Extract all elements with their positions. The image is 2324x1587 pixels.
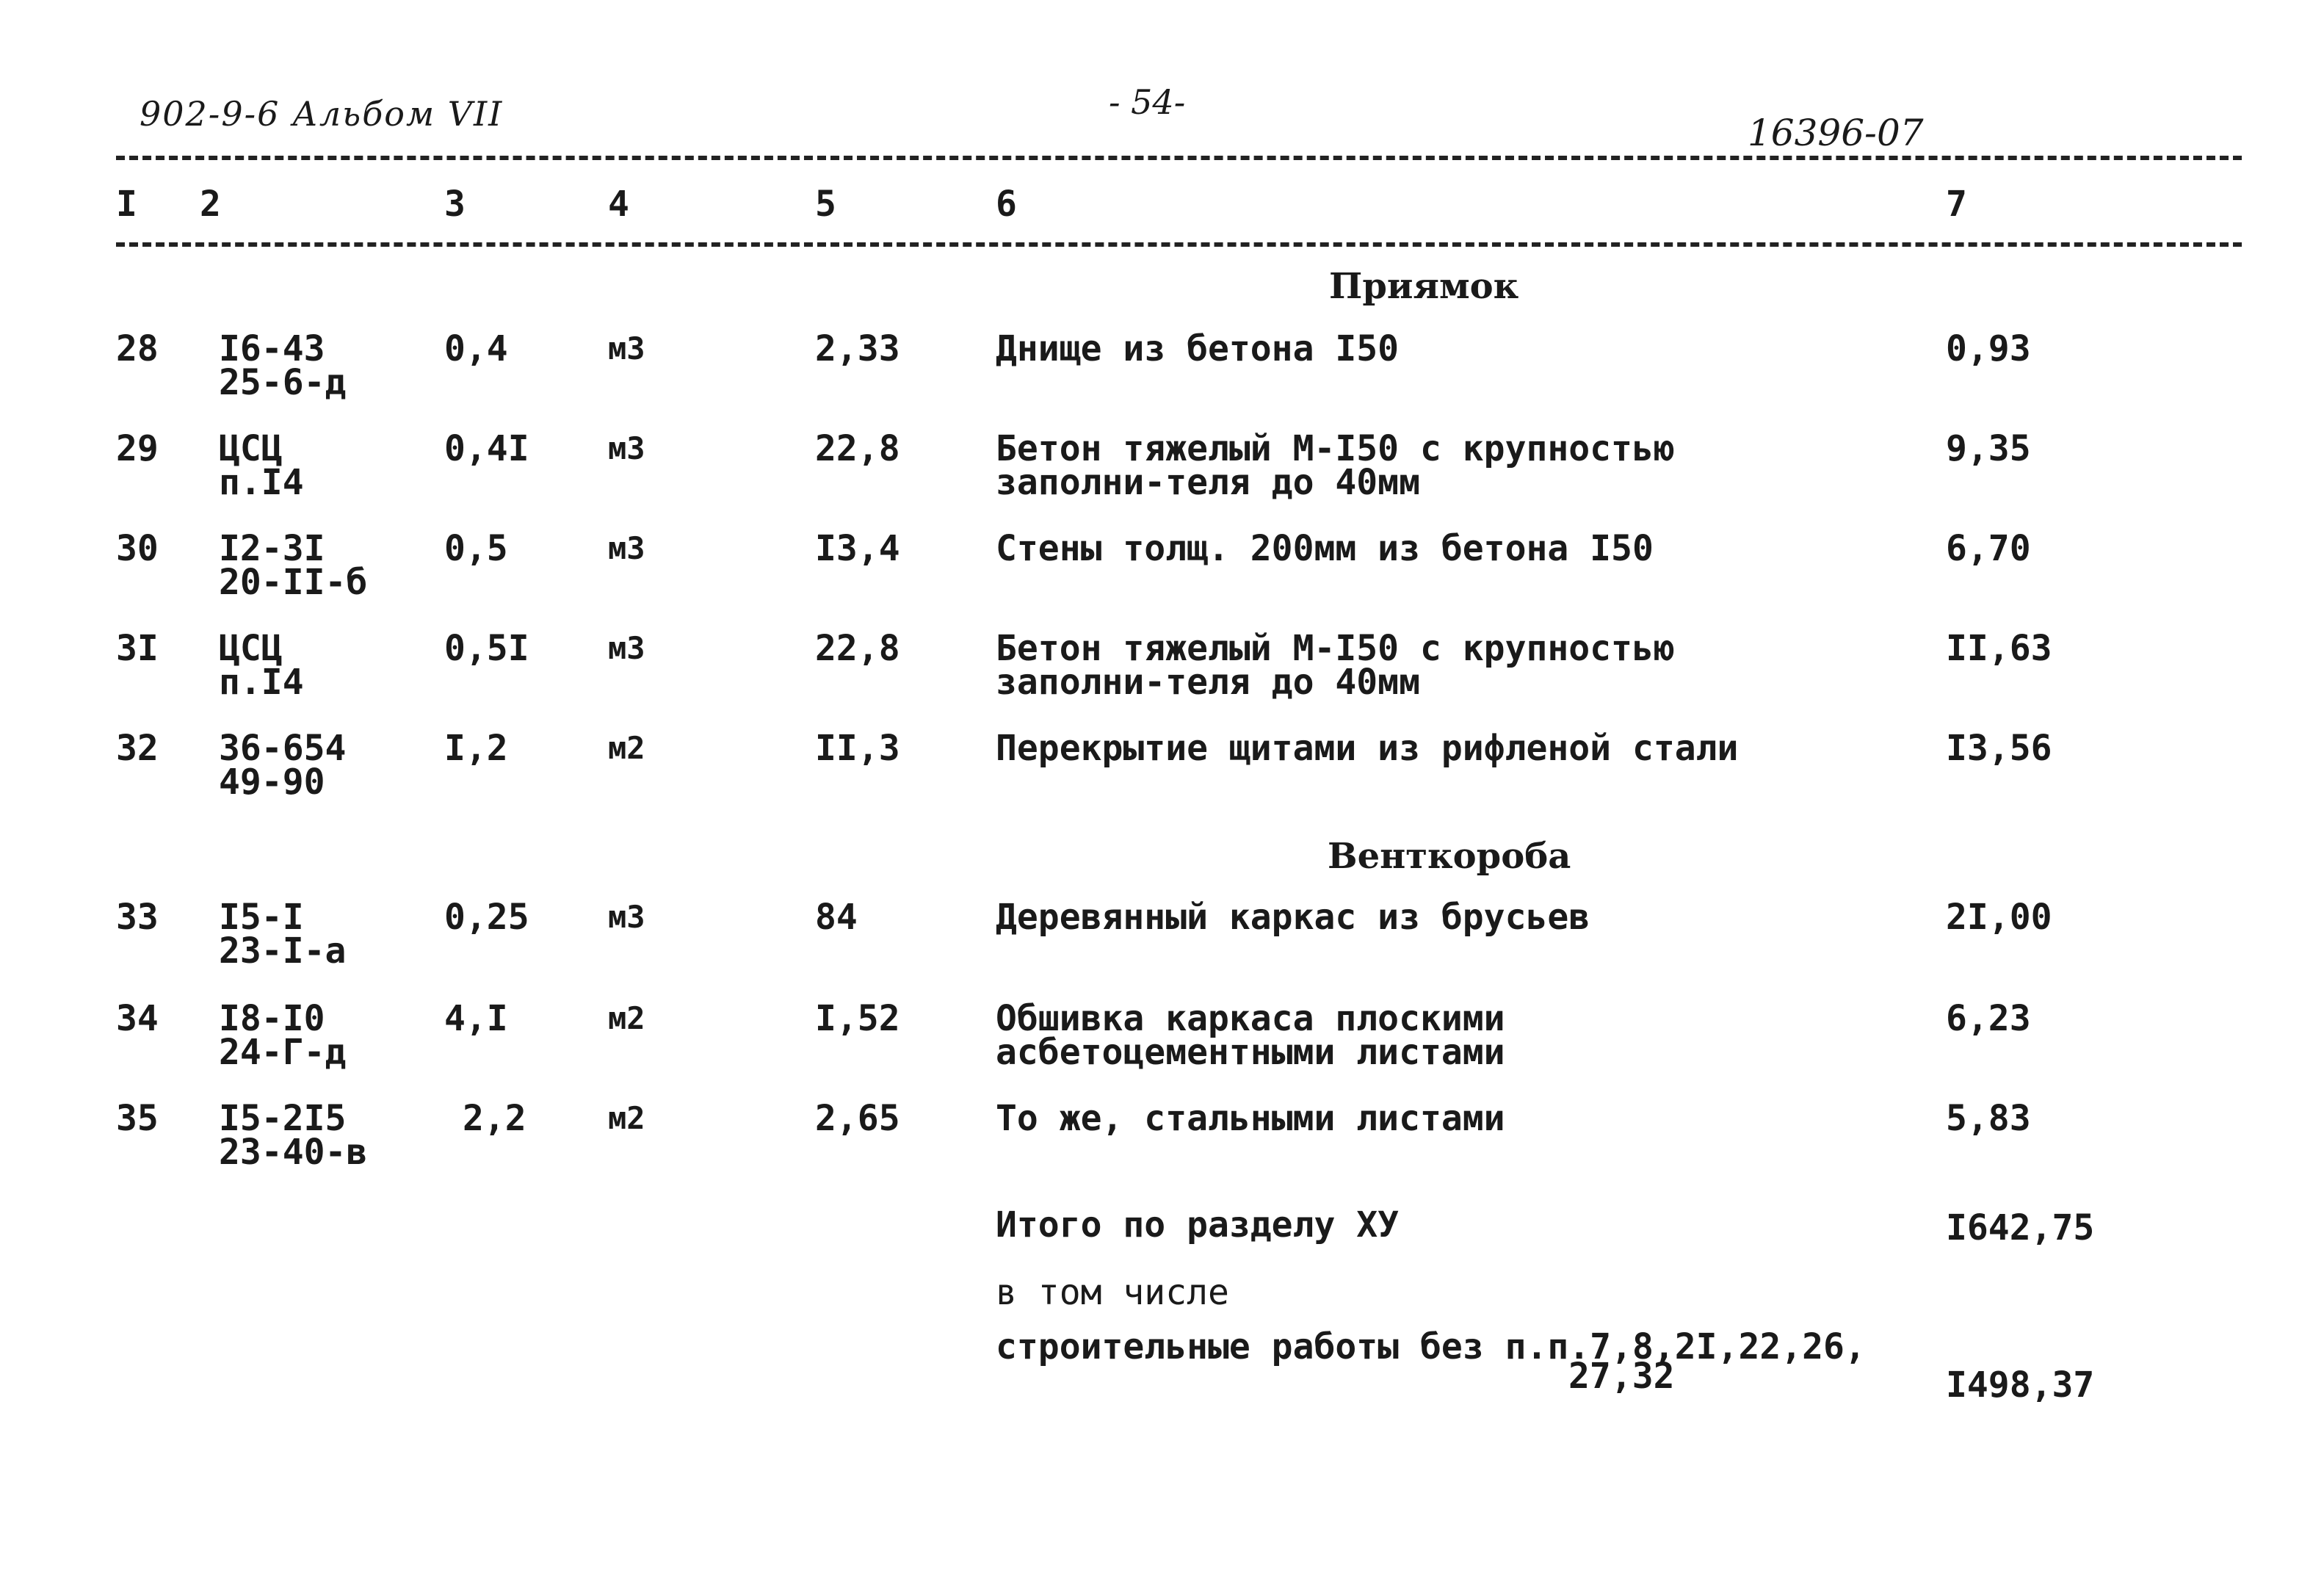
- column-number: 7: [1946, 184, 1967, 225]
- cost: 6,70: [1946, 528, 2031, 569]
- unit: м3: [608, 899, 645, 935]
- column-number: 5: [815, 184, 836, 225]
- norm-code: 36-654 49-90: [219, 728, 347, 803]
- norm-code: ЦСЦ п.I4: [219, 428, 304, 503]
- section-total-label: Итого по разделу ХУ: [996, 1204, 1400, 1246]
- quantity: 2,2: [463, 1098, 526, 1139]
- unit-price: I3,4: [815, 528, 900, 569]
- section-total-value: I642,75: [1946, 1207, 2095, 1248]
- column-number: 2: [200, 184, 221, 225]
- including-label: в том числе: [996, 1272, 1229, 1313]
- table-row: [0, 998, 2324, 1097]
- header-dashed-rule: [116, 242, 2242, 247]
- work-description: То же, стальными листами: [996, 1098, 1505, 1139]
- unit-price: 2,33: [815, 328, 900, 369]
- section-title: Венткороба: [1328, 836, 1571, 877]
- unit-price: 2,65: [815, 1098, 900, 1139]
- construction-works-label: строительные работы без п.п.7,8,2I,22,26, 27,32: [996, 1326, 1866, 1397]
- document-number: 16396-07: [1748, 112, 1924, 154]
- cost: 0,93: [1946, 328, 2031, 369]
- cost: 5,83: [1946, 1098, 2031, 1139]
- column-number: 6: [996, 184, 1017, 225]
- quantity: 4,I: [444, 998, 508, 1039]
- unit: м3: [608, 430, 645, 466]
- cost: 9,35: [1946, 428, 2031, 469]
- table-row: [0, 528, 2324, 627]
- unit: м2: [608, 1000, 645, 1036]
- cost: I3,56: [1946, 728, 2052, 769]
- unit: м2: [608, 1100, 645, 1136]
- quantity: 0,5I: [444, 628, 529, 669]
- work-description: Бетон тяжелый М-I50 с крупностью заполни-теля до 40мм: [996, 428, 1675, 503]
- unit-price: I,52: [815, 998, 900, 1039]
- unit-price: 84: [815, 897, 858, 938]
- column-number: I: [116, 184, 137, 225]
- work-description: Перекрытие щитами из рифленой стали: [996, 728, 1739, 769]
- row-number: 32: [116, 728, 159, 769]
- unit-price: II,3: [815, 728, 900, 769]
- quantity: I,2: [444, 728, 508, 769]
- work-description: Бетон тяжелый М-I50 с крупностью заполни-теля до 40мм: [996, 628, 1675, 703]
- row-number: 34: [116, 998, 159, 1039]
- unit-price: 22,8: [815, 428, 900, 469]
- section-title: Приямок: [1329, 266, 1519, 307]
- table-row: [0, 728, 2324, 827]
- norm-code: I8-I0 24-Г-д: [219, 998, 347, 1073]
- quantity: 0,5: [444, 528, 508, 569]
- quantity: 0,4: [444, 328, 508, 369]
- row-number: 29: [116, 428, 159, 469]
- norm-code: ЦСЦ п.I4: [219, 628, 304, 703]
- top-dashed-rule: [116, 156, 2242, 160]
- cost: 6,23: [1946, 998, 2031, 1039]
- column-number: 4: [608, 184, 629, 225]
- table-row: [0, 328, 2324, 427]
- unit: м2: [608, 730, 645, 766]
- row-number: 28: [116, 328, 159, 369]
- table-row: [0, 1098, 2324, 1197]
- table-row: [0, 628, 2324, 727]
- row-number: 35: [116, 1098, 159, 1139]
- work-description: Стены толщ. 200мм из бетона I50: [996, 528, 1654, 569]
- album-reference: 902-9-6 Альбом VII: [140, 94, 504, 134]
- work-description: Деревянный каркас из брусьев: [996, 897, 1590, 938]
- unit: м3: [608, 330, 645, 366]
- quantity: 0,25: [444, 897, 529, 938]
- norm-code: I5-I 23-I-а: [219, 897, 347, 972]
- cost: 2I,00: [1946, 897, 2052, 938]
- unit: м3: [608, 630, 645, 666]
- table-row: [0, 428, 2324, 527]
- unit-price: 22,8: [815, 628, 900, 669]
- row-number: 33: [116, 897, 159, 938]
- norm-code: I6-43 25-6-д: [219, 328, 347, 403]
- row-number: 3I: [116, 628, 159, 669]
- norm-code: I2-3I 20-II-б: [219, 528, 368, 603]
- work-description: Обшивка каркаса плоскими асбетоцементными листами: [996, 998, 1505, 1073]
- cost: II,63: [1946, 628, 2052, 669]
- quantity: 0,4I: [444, 428, 529, 469]
- column-number: 3: [444, 184, 466, 225]
- norm-code: I5-2I5 23-40-в: [219, 1098, 368, 1173]
- column-number-row: [0, 184, 2324, 228]
- row-number: 30: [116, 528, 159, 569]
- page-number: - 54-: [1109, 82, 1186, 122]
- table-row: [0, 897, 2324, 996]
- construction-works-value: I498,37: [1946, 1364, 2095, 1406]
- unit: м3: [608, 530, 645, 566]
- work-description: Днище из бетона I50: [996, 328, 1400, 369]
